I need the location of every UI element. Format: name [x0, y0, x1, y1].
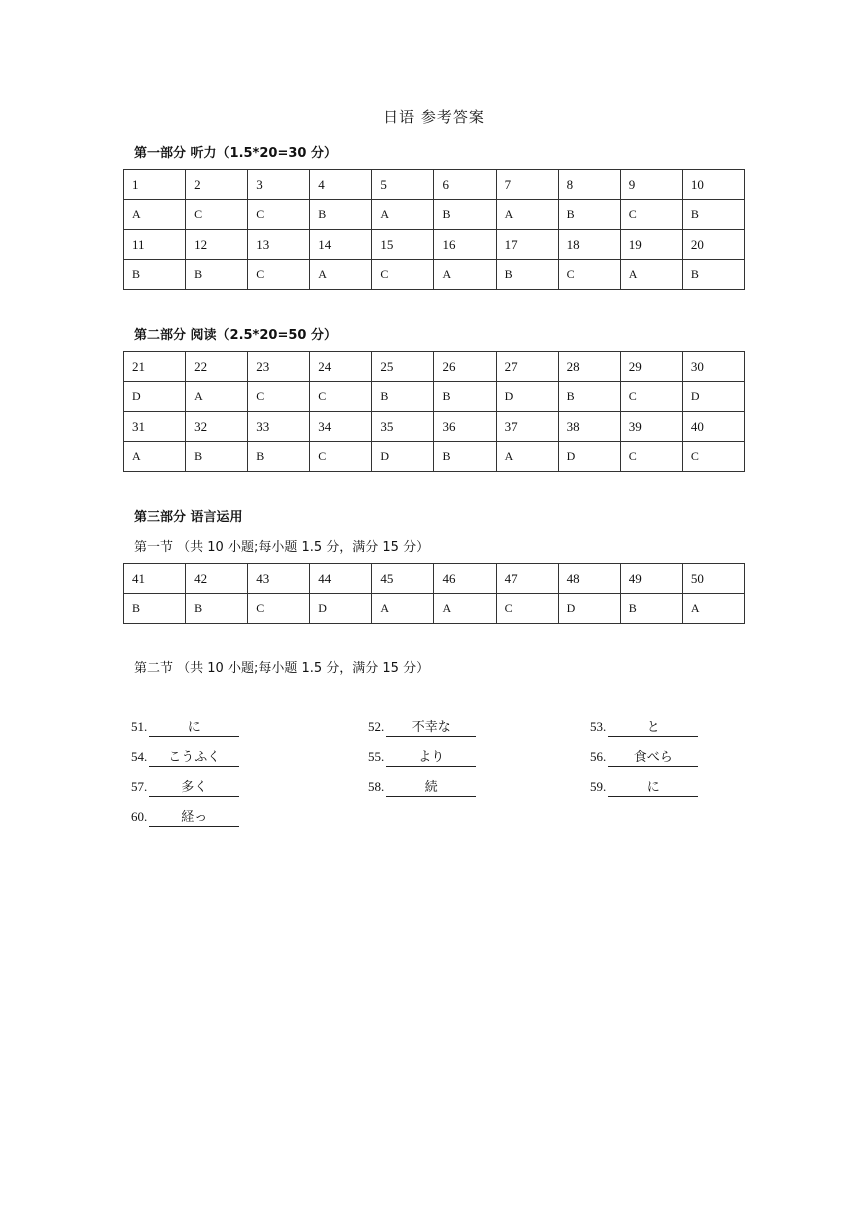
question-number-cell: 44: [310, 564, 372, 594]
question-number-cell: 3: [248, 170, 310, 200]
question-number-cell: 48: [558, 564, 620, 594]
question-number-cell: 26: [434, 352, 496, 382]
fill-answer-54: [131, 746, 239, 767]
question-number: 56.: [590, 749, 607, 764]
question-number-row: [124, 352, 745, 382]
answer-letter-cell: B: [682, 200, 744, 230]
question-number-cell: 40: [682, 412, 744, 442]
question-number-cell: 41: [124, 564, 186, 594]
part3-section1-answer-table: [123, 563, 745, 624]
answer-letter-cell: C: [558, 260, 620, 290]
question-number-cell: 8: [558, 170, 620, 200]
answer-letter-cell: A: [620, 260, 682, 290]
question-number-cell: 37: [496, 412, 558, 442]
answer-letter-cell: B: [186, 260, 248, 290]
question-number-cell: 38: [558, 412, 620, 442]
question-number-cell: 31: [124, 412, 186, 442]
question-number-cell: 36: [434, 412, 496, 442]
answer-letter-cell: A: [682, 594, 744, 624]
question-number-cell: 49: [620, 564, 682, 594]
question-number-cell: 9: [620, 170, 682, 200]
answer-letter-cell: C: [496, 594, 558, 624]
answer-letter-cell: C: [248, 382, 310, 412]
fill-answer-58: [368, 776, 476, 797]
question-number-cell: 29: [620, 352, 682, 382]
answer-letter-cell: D: [124, 382, 186, 412]
fill-answer-52: [368, 716, 476, 737]
question-number-cell: 16: [434, 230, 496, 260]
question-number-cell: 21: [124, 352, 186, 382]
answer-letter-cell: D: [496, 382, 558, 412]
question-number-cell: 1: [124, 170, 186, 200]
answer-letter-cell: A: [124, 442, 186, 472]
answer-blank: 不幸な: [386, 716, 476, 737]
answer-letter-cell: C: [310, 382, 372, 412]
part2-answer-table: [123, 351, 745, 472]
question-number-row: [124, 412, 745, 442]
answer-letter-cell: B: [558, 382, 620, 412]
fill-answer-57: [131, 776, 239, 797]
answer-blank: 経っ: [149, 806, 239, 827]
part1-heading: 第一部分 听力（1.5*20=30 分）: [134, 146, 337, 161]
question-number: 54.: [131, 749, 148, 764]
answer-letter-cell: B: [310, 200, 372, 230]
answer-blank: 続: [386, 776, 476, 797]
answer-letter-cell: A: [186, 382, 248, 412]
answer-letter-cell: B: [186, 594, 248, 624]
answer-letter-cell: A: [310, 260, 372, 290]
answer-letter-row: [124, 200, 745, 230]
answer-letter-cell: C: [186, 200, 248, 230]
question-number-cell: 19: [620, 230, 682, 260]
answer-letter-row: [124, 594, 745, 624]
question-number-row: [124, 170, 745, 200]
question-number-cell: 34: [310, 412, 372, 442]
question-number-cell: 33: [248, 412, 310, 442]
question-number: 53.: [590, 719, 607, 734]
question-number: 58.: [368, 779, 385, 794]
answer-letter-cell: B: [124, 594, 186, 624]
question-number-cell: 47: [496, 564, 558, 594]
question-number-cell: 4: [310, 170, 372, 200]
question-number-cell: 6: [434, 170, 496, 200]
question-number-cell: 12: [186, 230, 248, 260]
answer-blank: に: [608, 776, 698, 797]
question-number-cell: 32: [186, 412, 248, 442]
question-number-cell: 27: [496, 352, 558, 382]
question-number-cell: 14: [310, 230, 372, 260]
question-number-cell: 46: [434, 564, 496, 594]
question-number: 52.: [368, 719, 385, 734]
answer-blank: 食べら: [608, 746, 698, 767]
question-number: 51.: [131, 719, 148, 734]
answer-letter-cell: C: [682, 442, 744, 472]
answer-blank: と: [608, 716, 698, 737]
question-number: 57.: [131, 779, 148, 794]
answer-letter-cell: C: [620, 382, 682, 412]
answer-letter-cell: D: [558, 442, 620, 472]
question-number-cell: 11: [124, 230, 186, 260]
answer-letter-cell: A: [372, 200, 434, 230]
answer-letter-cell: B: [434, 442, 496, 472]
fill-answer-55: [368, 746, 476, 767]
answer-letter-row: [124, 382, 745, 412]
answer-letter-cell: A: [434, 594, 496, 624]
answer-blank: こうふく: [149, 746, 239, 767]
answer-letter-cell: B: [496, 260, 558, 290]
page-title: 日语 参考答案: [383, 108, 485, 126]
question-number-cell: 30: [682, 352, 744, 382]
question-number-cell: 18: [558, 230, 620, 260]
answer-letter-cell: B: [434, 200, 496, 230]
question-number-cell: 50: [682, 564, 744, 594]
question-number-cell: 45: [372, 564, 434, 594]
question-number-cell: 17: [496, 230, 558, 260]
question-number-cell: 2: [186, 170, 248, 200]
answer-letter-row: [124, 260, 745, 290]
question-number-cell: 13: [248, 230, 310, 260]
answer-letter-cell: A: [496, 442, 558, 472]
question-number-cell: 28: [558, 352, 620, 382]
question-number-cell: 5: [372, 170, 434, 200]
answer-letter-cell: B: [434, 382, 496, 412]
question-number-cell: 15: [372, 230, 434, 260]
answer-letter-cell: C: [620, 442, 682, 472]
question-number-row: [124, 230, 745, 260]
part2-heading: 第二部分 阅读（2.5*20=50 分）: [134, 328, 337, 343]
answer-letter-cell: B: [186, 442, 248, 472]
answer-letter-cell: D: [558, 594, 620, 624]
answer-blank: より: [386, 746, 476, 767]
answer-letter-cell: C: [248, 200, 310, 230]
answer-letter-cell: B: [620, 594, 682, 624]
answer-letter-cell: C: [620, 200, 682, 230]
answer-letter-cell: B: [558, 200, 620, 230]
question-number-cell: 24: [310, 352, 372, 382]
part3-section1-heading: 第一节 （共 10 小题;每小题 1.5 分，满分 15 分）: [134, 540, 430, 555]
part3-heading: 第三部分 语言运用: [134, 510, 243, 525]
answer-letter-cell: A: [124, 200, 186, 230]
question-number-cell: 23: [248, 352, 310, 382]
fill-answer-53: [590, 716, 698, 737]
part3-section2-heading: 第二节 （共 10 小题;每小题 1.5 分，满分 15 分）: [134, 661, 430, 676]
question-number-cell: 20: [682, 230, 744, 260]
answer-letter-cell: B: [682, 260, 744, 290]
question-number-cell: 43: [248, 564, 310, 594]
answer-letter-cell: C: [372, 260, 434, 290]
answer-letter-cell: A: [434, 260, 496, 290]
answer-letter-row: [124, 442, 745, 472]
answer-letter-cell: B: [248, 442, 310, 472]
answer-letter-cell: C: [248, 260, 310, 290]
question-number: 59.: [590, 779, 607, 794]
answer-letter-cell: B: [124, 260, 186, 290]
answer-letter-cell: A: [496, 200, 558, 230]
question-number: 55.: [368, 749, 385, 764]
question-number: 60.: [131, 809, 148, 824]
question-number-cell: 35: [372, 412, 434, 442]
answer-letter-cell: D: [310, 594, 372, 624]
fill-answer-59: [590, 776, 698, 797]
answer-letter-cell: A: [372, 594, 434, 624]
part1-answer-table: [123, 169, 745, 290]
question-number-cell: 22: [186, 352, 248, 382]
fill-answer-51: [131, 716, 239, 737]
question-number-cell: 10: [682, 170, 744, 200]
question-number-row: [124, 564, 745, 594]
answer-blank: に: [149, 716, 239, 737]
answer-letter-cell: C: [310, 442, 372, 472]
answer-blank: 多く: [149, 776, 239, 797]
question-number-cell: 25: [372, 352, 434, 382]
fill-answer-60: [131, 806, 239, 827]
question-number-cell: 39: [620, 412, 682, 442]
fill-answer-56: [590, 746, 698, 767]
answer-letter-cell: B: [372, 382, 434, 412]
answer-letter-cell: C: [248, 594, 310, 624]
answer-letter-cell: D: [372, 442, 434, 472]
question-number-cell: 42: [186, 564, 248, 594]
answer-letter-cell: D: [682, 382, 744, 412]
question-number-cell: 7: [496, 170, 558, 200]
